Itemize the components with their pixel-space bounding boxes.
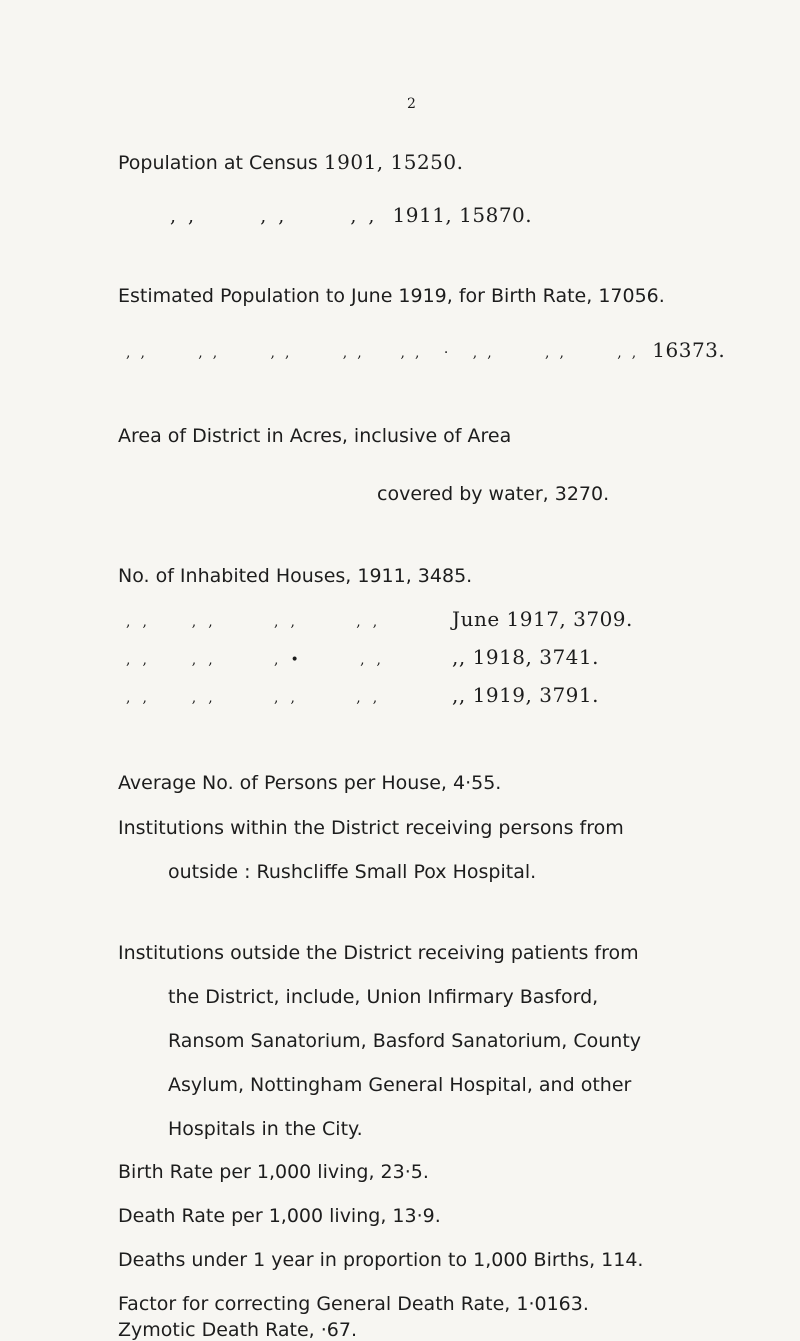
outside-line-2: the District, include, Union Infirmary Basford, xyxy=(168,986,599,1008)
outside-line-1: Institutions outside the District receiving patients from xyxy=(118,942,639,964)
census-1911-ditto: ,, ,, ,, xyxy=(170,205,387,227)
outside-line-5: Hospitals in the City. xyxy=(168,1118,363,1140)
within-line-2: outside : Rushcliffe Small Pox Hospital. xyxy=(168,861,537,883)
infant-deaths-line: Deaths under 1 year in proportion to 1,000 Births, 114. xyxy=(118,1249,644,1271)
zymotic-death-rate-line: Zymotic Death Rate, ·67. xyxy=(118,1319,358,1341)
estimated-population-ditto-line xyxy=(126,338,725,362)
correction-factor-line: Factor for correcting General Death Rate, 1·0163. xyxy=(118,1293,589,1315)
area-line-2: covered by water, 3270. xyxy=(377,483,610,505)
census-1901-value: 1901, 15250. xyxy=(323,150,464,174)
census-1911-value: 1911, 15870. xyxy=(392,203,533,227)
houses-value: ,, 1919, 3791. xyxy=(452,683,599,707)
houses-row-1918 xyxy=(126,645,599,669)
houses-line-1: No. of Inhabited Houses, 1911, 3485. xyxy=(118,565,473,587)
census-1911-line xyxy=(170,203,532,227)
houses-value: June 1917, 3709. xyxy=(452,607,633,631)
average-persons-line: Average No. of Persons per House, 4·55. xyxy=(118,772,502,794)
houses-ditto: ,, ,, ,, ,, xyxy=(126,614,390,630)
within-line-1: Institutions within the District receiving persons from xyxy=(118,817,624,839)
estimated-value2: 16373. xyxy=(652,338,726,362)
houses-row-1917 xyxy=(126,607,633,631)
houses-row-1919 xyxy=(126,683,599,707)
outside-line-3: Ransom Sanatorium, Basford Sanatorium, County xyxy=(168,1030,642,1052)
estimated-population-line: Estimated Population to June 1919, for Birth Rate, 17056. xyxy=(118,285,665,307)
area-line-1: Area of District in Acres, inclusive of Area xyxy=(118,425,512,447)
outside-line-4: Asylum, Nottingham General Hospital, and other xyxy=(168,1074,632,1096)
houses-value: ,, 1918, 3741. xyxy=(452,645,599,669)
census-1901-line xyxy=(118,150,463,174)
death-rate-line: Death Rate per 1,000 living, 13·9. xyxy=(118,1205,441,1227)
houses-ditto: ,, ,, ,, ,, xyxy=(126,690,390,706)
houses-ditto: ,, ,, ,• ,, xyxy=(126,652,394,668)
birth-rate-line: Birth Rate per 1,000 living, 23·5. xyxy=(118,1161,429,1183)
estimated-ditto: ,, ,, ,, ,, ,, · ,, ,, ,, xyxy=(126,345,647,361)
census-label: Population at Census xyxy=(118,152,318,174)
page-number: 2 xyxy=(407,96,416,112)
